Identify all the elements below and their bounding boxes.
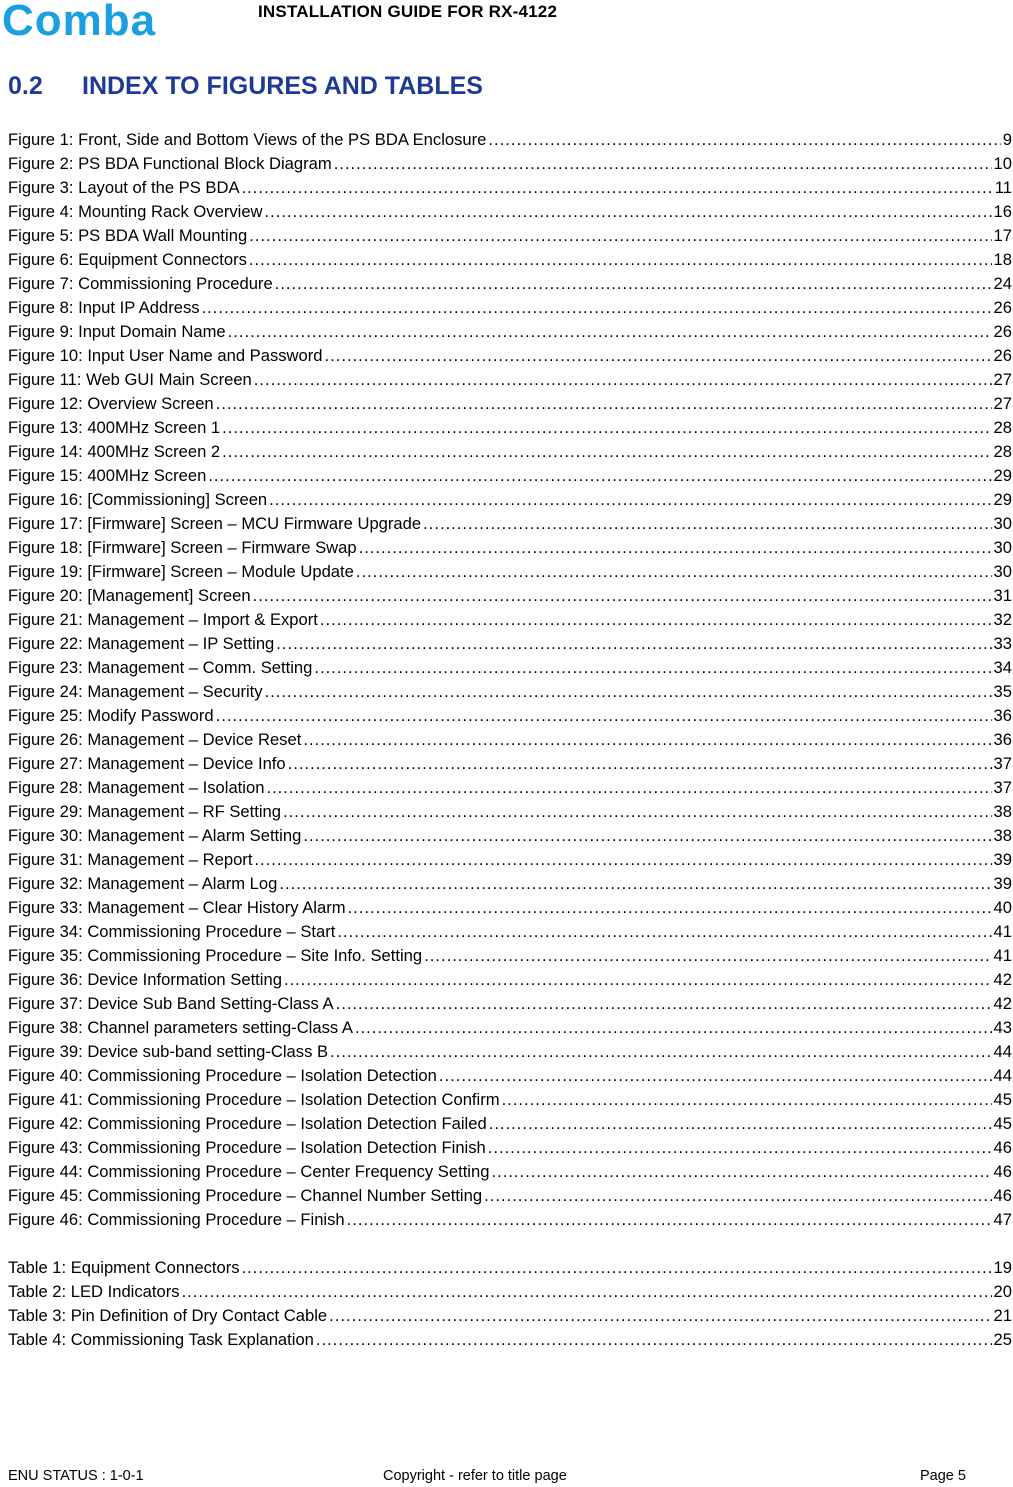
section-title: INDEX TO FIGURES AND TABLES	[82, 72, 483, 100]
figure-entry[interactable]	[8, 248, 1012, 272]
section-heading	[8, 72, 483, 101]
dot-leader	[325, 344, 992, 368]
figure-entry-page: 26	[993, 322, 1012, 341]
figure-entry[interactable]	[8, 512, 1012, 536]
figure-entry-label: Figure 12: Overview Screen	[8, 394, 214, 413]
dot-leader	[347, 1208, 992, 1232]
figure-entry-label: Figure 34: Commissioning Procedure – Start	[8, 922, 336, 941]
dot-leader	[216, 704, 992, 728]
figure-entry-page: 18	[993, 250, 1012, 269]
figure-entry-page: 41	[993, 946, 1012, 965]
dot-leader	[314, 656, 991, 680]
figure-entry-page: 33	[993, 634, 1012, 653]
figure-entry[interactable]	[8, 608, 1012, 632]
table-entry[interactable]	[8, 1280, 1012, 1304]
figure-entry-label: Figure 15: 400MHz Screen	[8, 466, 207, 485]
figure-entry-label: Figure 41: Commissioning Procedure – Isolation Detection Confirm	[8, 1090, 500, 1109]
dot-leader	[320, 608, 992, 632]
dot-leader	[489, 1112, 992, 1136]
figure-entry[interactable]	[8, 1064, 1012, 1088]
dot-leader	[330, 1040, 991, 1064]
dot-leader	[423, 512, 991, 536]
figure-entry[interactable]	[8, 1040, 1012, 1064]
table-entry-label: Table 3: Pin Definition of Dry Contact Cable	[8, 1306, 328, 1325]
figure-entry[interactable]	[8, 1160, 1012, 1184]
figure-entry-label: Figure 42: Commissioning Procedure – Isolation Detection Failed	[8, 1114, 487, 1133]
figure-entry-label: Figure 17: [Firmware] Screen – MCU Firmware Upgrade	[8, 514, 422, 533]
figure-entry[interactable]	[8, 1136, 1012, 1160]
logo-text: Comba	[2, 2, 157, 40]
dot-leader	[269, 488, 991, 512]
figure-entry[interactable]	[8, 416, 1012, 440]
table-entry-label: Table 2: LED Indicators	[8, 1282, 180, 1301]
figure-entry-label: Figure 11: Web GUI Main Screen	[8, 370, 252, 389]
figure-entry-page: 30	[993, 562, 1012, 581]
figure-entry[interactable]	[8, 176, 1012, 200]
dot-leader	[222, 416, 991, 440]
figure-entry[interactable]	[8, 968, 1012, 992]
figure-entry-page: 9	[1002, 130, 1012, 149]
figure-entry[interactable]	[8, 1184, 1012, 1208]
dot-leader	[488, 128, 1000, 152]
figure-entry[interactable]	[8, 488, 1012, 512]
dot-leader	[303, 728, 991, 752]
figure-entry-page: 46	[993, 1138, 1012, 1157]
figure-entry-page: 29	[993, 490, 1012, 509]
figure-entry[interactable]	[8, 1208, 1012, 1232]
dot-leader	[279, 872, 991, 896]
figure-entry-page: 32	[993, 610, 1012, 629]
figure-entry-label: Figure 9: Input Domain Name	[8, 322, 226, 341]
dot-leader	[488, 1136, 992, 1160]
figure-entry-label: Figure 29: Management – RF Setting	[8, 802, 282, 821]
figure-entry[interactable]	[8, 872, 1012, 896]
figure-entry-label: Figure 43: Commissioning Procedure – Isolation Detection Finish	[8, 1138, 486, 1157]
figure-entry-page: 24	[993, 274, 1012, 293]
dot-leader	[336, 992, 992, 1016]
figure-entry[interactable]	[8, 656, 1012, 680]
dot-leader	[254, 368, 992, 392]
figure-entry-label: Figure 5: PS BDA Wall Mounting	[8, 226, 248, 245]
dot-leader	[439, 1064, 992, 1088]
dot-leader	[249, 224, 991, 248]
figure-entry[interactable]	[8, 680, 1012, 704]
figure-entry-page: 28	[993, 442, 1012, 461]
figure-entry-page: 38	[993, 826, 1012, 845]
figure-entry-page: 16	[993, 202, 1012, 221]
dot-leader	[303, 824, 991, 848]
figure-entry-page: 40	[993, 898, 1012, 917]
figure-entry-page: 30	[993, 514, 1012, 533]
figure-entry[interactable]	[8, 992, 1012, 1016]
dot-leader	[249, 248, 992, 272]
figure-entry-page: 30	[993, 538, 1012, 557]
figure-entry-label: Figure 35: Commissioning Procedure – Site Info. Setting	[8, 946, 423, 965]
dot-leader	[275, 272, 992, 296]
figure-entry-label: Figure 37: Device Sub Band Setting-Class A	[8, 994, 334, 1013]
figure-entry-label: Figure 44: Commissioning Procedure – Center Frequency Setting	[8, 1162, 490, 1181]
dot-leader	[316, 1328, 992, 1352]
figure-entry[interactable]	[8, 704, 1012, 728]
figure-entry-page: 34	[993, 658, 1012, 677]
dot-leader	[356, 560, 992, 584]
figure-entry-page: 46	[993, 1162, 1012, 1181]
dot-leader	[491, 1160, 991, 1184]
figure-entry-label: Figure 32: Management – Alarm Log	[8, 874, 278, 893]
figure-entry-label: Figure 38: Channel parameters setting-Class A	[8, 1018, 353, 1037]
figures-index	[8, 128, 1012, 1232]
figure-entry[interactable]	[8, 584, 1012, 608]
figure-entry-label: Figure 1: Front, Side and Bottom Views of the PS BDA Enclosure	[8, 130, 487, 149]
dot-leader	[424, 944, 991, 968]
figure-entry-label: Figure 30: Management – Alarm Setting	[8, 826, 302, 845]
figure-entry[interactable]	[8, 560, 1012, 584]
dot-leader	[265, 200, 992, 224]
figure-entry[interactable]	[8, 224, 1012, 248]
figure-entry-label: Figure 28: Management – Isolation	[8, 778, 265, 797]
figure-entry-page: 41	[993, 922, 1012, 941]
figure-entry-label: Figure 10: Input User Name and Password	[8, 346, 323, 365]
figure-entry-label: Figure 13: 400MHz Screen 1	[8, 418, 221, 437]
figure-entry-label: Figure 4: Mounting Rack Overview	[8, 202, 263, 221]
figure-entry[interactable]	[8, 1088, 1012, 1112]
figure-entry-page: 37	[993, 754, 1012, 773]
figure-entry-label: Figure 24: Management – Security	[8, 682, 263, 701]
dot-leader	[266, 776, 991, 800]
figure-entry[interactable]	[8, 128, 1012, 152]
figure-entry-label: Figure 22: Management – IP Setting	[8, 634, 275, 653]
dot-leader	[284, 968, 992, 992]
table-entry[interactable]	[8, 1304, 1012, 1328]
figure-entry[interactable]	[8, 1016, 1012, 1040]
figure-entry[interactable]	[8, 752, 1012, 776]
dot-leader	[283, 800, 992, 824]
dot-leader	[208, 464, 991, 488]
footer-copyright: Copyright - refer to title page	[383, 1468, 567, 1484]
figure-entry-page: 26	[993, 298, 1012, 317]
figure-entry[interactable]	[8, 632, 1012, 656]
section-number: 0.2	[8, 72, 43, 100]
table-entry-page: 19	[993, 1258, 1012, 1277]
figure-entry-page: 26	[993, 346, 1012, 365]
figure-entry-label: Figure 21: Management – Import & Export	[8, 610, 318, 629]
table-entry-page: 25	[993, 1330, 1012, 1349]
figure-entry-page: 31	[993, 586, 1012, 605]
figure-entry[interactable]	[8, 920, 1012, 944]
figure-entry-page: 45	[993, 1090, 1012, 1109]
figure-entry-page: 46	[993, 1186, 1012, 1205]
figure-entry[interactable]	[8, 344, 1012, 368]
figure-entry[interactable]	[8, 440, 1012, 464]
figure-entry[interactable]	[8, 464, 1012, 488]
figure-entry[interactable]	[8, 152, 1012, 176]
figure-entry-page: 44	[993, 1042, 1012, 1061]
figure-entry[interactable]	[8, 728, 1012, 752]
dot-leader	[337, 920, 991, 944]
dot-leader	[276, 632, 991, 656]
dot-leader	[348, 896, 992, 920]
figure-entry-page: 35	[993, 682, 1012, 701]
figure-entry-label: Figure 23: Management – Comm. Setting	[8, 658, 313, 677]
figure-entry-label: Figure 27: Management – Device Info	[8, 754, 286, 773]
figure-entry[interactable]	[8, 1112, 1012, 1136]
dot-leader	[253, 584, 992, 608]
dot-leader	[355, 1016, 992, 1040]
figure-entry[interactable]	[8, 536, 1012, 560]
figure-entry[interactable]	[8, 896, 1012, 920]
dot-leader	[265, 680, 992, 704]
figure-entry-label: Figure 46: Commissioning Procedure – Finish	[8, 1210, 345, 1229]
table-entry-label: Table 1: Equipment Connectors	[8, 1258, 240, 1277]
figure-entry-label: Figure 36: Device Information Setting	[8, 970, 282, 989]
figure-entry-label: Figure 6: Equipment Connectors	[8, 250, 247, 269]
figure-entry[interactable]	[8, 272, 1012, 296]
dot-leader	[242, 176, 993, 200]
figure-entry-label: Figure 3: Layout of the PS BDA	[8, 178, 240, 197]
figure-entry-page: 44	[993, 1066, 1012, 1085]
figure-entry-label: Figure 20: [Management] Screen	[8, 586, 251, 605]
figure-entry-page: 42	[993, 970, 1012, 989]
footer-status: ENU STATUS : 1-0-1	[8, 1468, 144, 1484]
figure-entry[interactable]	[8, 776, 1012, 800]
dot-leader	[484, 1184, 991, 1208]
dot-leader	[228, 320, 992, 344]
figure-entry-label: Figure 40: Commissioning Procedure – Isolation Detection	[8, 1066, 437, 1085]
dot-leader	[329, 1304, 991, 1328]
figure-entry-page: 36	[993, 730, 1012, 749]
figure-entry-label: Figure 33: Management – Clear History Alarm	[8, 898, 346, 917]
dot-leader	[182, 1280, 992, 1304]
dot-leader	[222, 440, 991, 464]
figure-entry-label: Figure 25: Modify Password	[8, 706, 214, 725]
table-entry-page: 21	[993, 1306, 1012, 1325]
dot-leader	[359, 536, 992, 560]
figure-entry-label: Figure 39: Device sub-band setting-Class B	[8, 1042, 329, 1061]
figure-entry-label: Figure 19: [Firmware] Screen – Module Update	[8, 562, 354, 581]
tables-index	[8, 1256, 1012, 1352]
dot-leader	[216, 392, 992, 416]
figure-entry[interactable]	[8, 296, 1012, 320]
figure-entry[interactable]	[8, 944, 1012, 968]
figure-entry-label: Figure 8: Input IP Address	[8, 298, 200, 317]
dot-leader	[334, 152, 992, 176]
figure-entry-label: Figure 26: Management – Device Reset	[8, 730, 302, 749]
table-entry[interactable]	[8, 1328, 1012, 1352]
figure-entry-label: Figure 45: Commissioning Procedure – Channel Number Setting	[8, 1186, 483, 1205]
table-entry-page: 20	[993, 1282, 1012, 1301]
figure-entry-page: 47	[993, 1210, 1012, 1229]
figure-entry-page: 43	[993, 1018, 1012, 1037]
figure-entry-page: 36	[993, 706, 1012, 725]
figure-entry[interactable]	[8, 368, 1012, 392]
figure-entry-page: 28	[993, 418, 1012, 437]
dot-leader	[254, 848, 991, 872]
figure-entry-label: Figure 7: Commissioning Procedure	[8, 274, 273, 293]
figure-entry-label: Figure 14: 400MHz Screen 2	[8, 442, 221, 461]
figure-entry-label: Figure 16: [Commissioning] Screen	[8, 490, 268, 509]
figure-entry-page: 37	[993, 778, 1012, 797]
figure-entry[interactable]	[8, 320, 1012, 344]
table-entry-label: Table 4: Commissioning Task Explanation	[8, 1330, 314, 1349]
figure-entry-page: 39	[993, 850, 1012, 869]
footer-page-number: Page 5	[920, 1468, 966, 1484]
dot-leader	[502, 1088, 992, 1112]
figure-entry-page: 10	[993, 154, 1012, 173]
figure-entry-page: 11	[994, 178, 1012, 197]
figure-entry-page: 17	[993, 226, 1012, 245]
figure-entry-page: 38	[993, 802, 1012, 821]
dot-leader	[288, 752, 992, 776]
figure-entry[interactable]	[8, 824, 1012, 848]
figure-entry-page: 29	[993, 466, 1012, 485]
figure-entry-label: Figure 18: [Firmware] Screen – Firmware Swap	[8, 538, 357, 557]
document-title: INSTALLATION GUIDE FOR RX-4122	[258, 2, 558, 21]
comba-logo	[2, 2, 182, 40]
figure-entry[interactable]	[8, 848, 1012, 872]
table-entry[interactable]	[8, 1256, 1012, 1280]
figure-entry-label: Figure 31: Management – Report	[8, 850, 253, 869]
figure-entry[interactable]	[8, 200, 1012, 224]
figure-entry-page: 27	[993, 370, 1012, 389]
figure-entry-page: 45	[993, 1114, 1012, 1133]
figure-entry-page: 39	[993, 874, 1012, 893]
figure-entry[interactable]	[8, 800, 1012, 824]
dot-leader	[242, 1256, 992, 1280]
figure-entry[interactable]	[8, 392, 1012, 416]
figure-entry-label: Figure 2: PS BDA Functional Block Diagram	[8, 154, 332, 173]
figure-entry-page: 42	[993, 994, 1012, 1013]
figure-entry-page: 27	[993, 394, 1012, 413]
dot-leader	[202, 296, 992, 320]
